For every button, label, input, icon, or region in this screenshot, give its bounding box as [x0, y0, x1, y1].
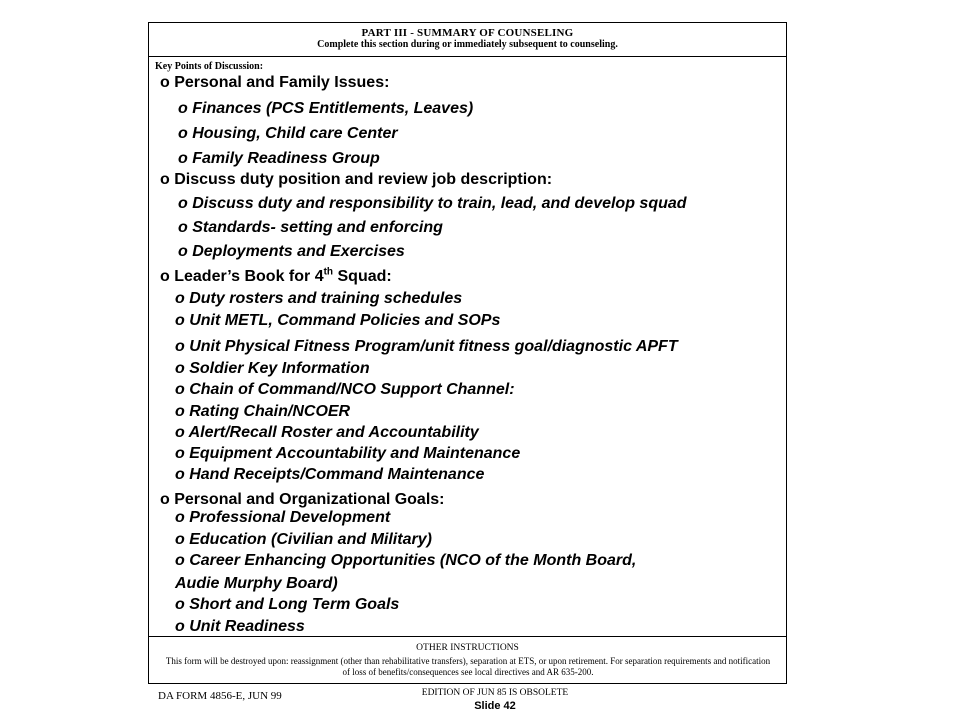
line-leaders-book-after: Squad: — [333, 268, 392, 285]
header-rule — [148, 56, 787, 57]
line-duty-position: o Discuss duty position and review job description: — [160, 171, 553, 188]
line-hand-receipts: o Hand Receipts/Command Maintenance — [175, 466, 485, 483]
line-career: o Career Enhancing Opportunities (NCO of the Month Board, — [175, 552, 637, 569]
line-leaders-book-text: o Leader’s Book for 4 — [160, 268, 324, 285]
line-soldier-key-info: o Soldier Key Information — [175, 360, 370, 377]
line-rating-chain: o Rating Chain/NCOER — [175, 403, 351, 420]
line-family-readiness: o Family Readiness Group — [178, 150, 380, 167]
edition-note: EDITION OF JUN 85 IS OBSOLETE — [421, 688, 569, 698]
top-rule — [148, 22, 787, 23]
line-goals: o Personal and Organizational Goals: — [160, 491, 445, 508]
instructions-rule — [148, 636, 787, 637]
line-standards: o Standards- setting and enforcing — [178, 219, 443, 236]
line-unit-metl: o Unit METL, Command Policies and SOPs — [175, 312, 501, 329]
line-unit-readiness: o Unit Readiness — [175, 618, 305, 635]
line-physical-fitness: o Unit Physical Fitness Program/unit fitness goal/diagnostic APFT — [175, 338, 678, 355]
bottom-rule — [148, 683, 787, 684]
other-instructions-title: OTHER INSTRUCTIONS — [416, 643, 519, 653]
line-professional-dev: o Professional Development — [175, 509, 391, 526]
line-education: o Education (Civilian and Military) — [175, 531, 432, 548]
line-duty-rosters: o Duty rosters and training schedules — [175, 290, 463, 307]
line-leaders-book — [160, 268, 392, 286]
line-deployments: o Deployments and Exercises — [178, 243, 405, 260]
section-subtitle: Complete this section during or immediately subsequent to counseling. — [317, 39, 618, 50]
line-chain-of-command: o Chain of Command/NCO Support Channel: — [175, 381, 515, 398]
line-alert-recall: o Alert/Recall Roster and Accountability — [175, 424, 479, 441]
form-id: DA FORM 4856-E, JUN 99 — [158, 690, 282, 702]
slide-number: Slide 42 — [474, 700, 516, 712]
line-personal-family: o Personal and Family Issues: — [160, 74, 390, 91]
line-equipment: o Equipment Accountability and Maintenance — [175, 445, 521, 462]
line-housing: o Housing, Child care Center — [178, 125, 398, 142]
line-duty-responsibility: o Discuss duty and responsibility to train, lead, and develop squad — [178, 195, 687, 212]
line-short-long-goals: o Short and Long Term Goals — [175, 596, 400, 613]
line-leaders-book-sup: th — [323, 266, 334, 278]
key-points-label: Key Points of Discussion: — [155, 61, 264, 72]
other-instructions-text: This form will be destroyed upon: reassignment (other than rehabilitative transfers), separation at ETS, or upon retirement. For separation requirements and notification of loss of benefits/consequences see local directives and AR 635-200. — [165, 656, 771, 677]
section-title: PART III - SUMMARY OF COUNSELING — [361, 27, 574, 39]
line-finances: o Finances (PCS Entitlements, Leaves) — [178, 100, 474, 117]
line-career-cont: Audie Murphy Board) — [175, 575, 338, 592]
